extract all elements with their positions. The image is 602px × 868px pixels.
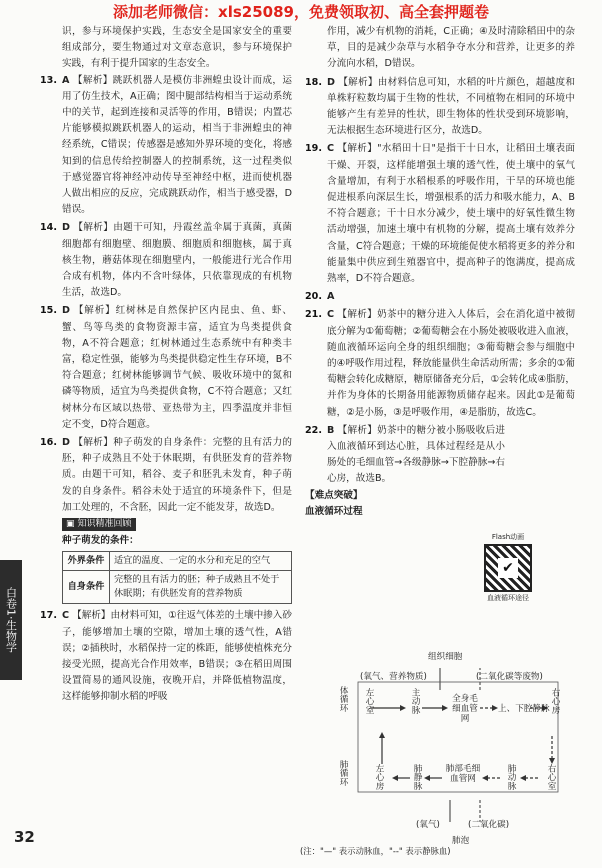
left-column: [40, 24, 292, 706]
q15-text: 【解析】红树林是自然保护区内昆虫、鱼、虾、蟹、鸟等鸟类的食物资源丰富，适宜为鸟类提供食物，A不符合题意；红树林通过生态系统中有种类丰富，稳定性强，能够为鸟类提供稳定性生存环境，B不符合题意；红树林能够调节气候、吸收环境中的氮和磷等物质，适宜为鸟类提供食物，C不符合题意；又红树林分布区域以热带、亚热带为主，四季温度并非恒定不变，D符合题意。: [62, 305, 292, 430]
right-ventricle-label: 右心室: [546, 764, 556, 790]
germination-table: [62, 551, 292, 604]
pulmonary-artery-label: 肺动脉: [506, 764, 516, 790]
check-icon: ✔: [498, 558, 518, 578]
q13-answer: A: [62, 74, 70, 86]
question-18: [305, 75, 575, 140]
arrowhead: [379, 732, 385, 738]
qr-code-icon[interactable]: [484, 544, 532, 592]
q21-text: 【解析】奶茶中的糖分进入人体后，会在消化道中被彻底分解为①葡萄糖；②葡萄糖会在小肠处被吸收进入血液，随血液循环运向全身的组织细胞；③葡萄糖会参与细胞中的④呼吸作用过程，释放能量供生命活动所需；多余的①葡萄糖会转化成糖原，糖原储备充分后，①会转化成④脂肪，并作为身体的长期备用能源物质储存起来。因此①是葡萄糖，②是小肠，③是呼吸作用，④是脂肪，故选C。: [327, 309, 575, 418]
q20-answer: A: [327, 291, 335, 303]
question-15: [40, 303, 292, 433]
q13-text: 【解析】跳跃机器人是模仿非洲蝗虫设计而成，运用了仿生技术，A正确；图中腿部结构相当于运动系统中的关节，起到连接和灵活等的作用，B错误；内置芯片能够模拟跳跃机器人的运动，相当于非洲蝗虫的神经系统，C错误；传感器是感知外界环境的变化，将感知到的信息传给控制器人的控制系统，这一过程类似于感觉器官将神经冲动传导至神经中枢，进而使机器人做出相应的反应，完成跳跃动作，相当于感受器，D错误。: [62, 74, 292, 216]
q14-answer: D: [62, 222, 70, 234]
promo-banner: 添加老师微信：xls25089，免费领取初、高全套押题卷: [113, 3, 489, 21]
q15-number: 15.: [40, 305, 57, 317]
diagram-title: 血液循环过程: [305, 505, 363, 517]
question-21: [305, 307, 575, 420]
difficulty-label: 【难点突破】: [305, 489, 363, 501]
side-tab: 白卷1·生物学: [0, 560, 22, 680]
question-17: [40, 608, 292, 705]
left-atrium-label: 左心房: [374, 764, 384, 790]
question-13: [40, 73, 292, 219]
tissue-cells-label: 组织细胞: [428, 652, 463, 662]
q22-number: 22.: [305, 424, 322, 436]
q17-body: [62, 608, 292, 705]
right-column: [305, 24, 575, 520]
knowledge-review-badge: [62, 518, 136, 531]
table-row: [63, 552, 292, 571]
table-cell: 完整的且有活力的胚；种子成熟且不处于休眠期；有供胚发育的营养物质: [110, 571, 292, 604]
q18-number: 18.: [305, 76, 322, 88]
q22-body: [327, 423, 505, 488]
q22-answer: B: [327, 424, 335, 436]
o2-nutrients-label: (氧气、营养物质): [360, 672, 427, 682]
q18-text: 【解析】由材料信息可知，水稻的叶片颜色，超越度和单株籽粒数均属于生物的性状，不同植物在相同的环境中能够产生有差异的性状，即生物体的性状受到环境影响，无法根据生态环境进行区分，故选D。: [327, 76, 576, 137]
q21-body: [327, 307, 575, 420]
q17-number: 17.: [40, 610, 57, 622]
q16-text: 【解析】种子萌发的自身条件：完整的且有活力的胚，种子成熟且不处于休眠期，有供胚发育的营养物质。由题干可知，稻谷、麦子和胚乳未发育，种子萌发的自身条件。稻谷未处于适宜的环境条件下，但是加工处理的，不含胚，因此一定不能发芽，故选D。: [62, 437, 292, 513]
co2-waste-label: (二氧化碳等废物): [476, 672, 543, 682]
oxygen-label: (氧气): [416, 820, 440, 830]
q17-answer: C: [62, 610, 70, 622]
question-20: [305, 289, 575, 305]
q20-number: 20.: [305, 291, 322, 303]
table-row: [63, 571, 292, 604]
question-19: [305, 141, 575, 287]
q18-answer: D: [327, 76, 335, 88]
book-icon: ▣: [66, 519, 75, 530]
systemic-capillaries-label: 全身毛细血管网: [452, 694, 478, 724]
kp-title: 种子萌发的条件：: [62, 535, 139, 547]
q16-body: [62, 435, 292, 516]
q21-number: 21.: [305, 309, 322, 321]
aorta-label: 主动脉: [410, 688, 420, 714]
q21-answer: C: [327, 309, 335, 321]
q13-number: 13.: [40, 74, 57, 86]
kp-label: 知识精准回顾: [77, 519, 132, 530]
q14-number: 14.: [40, 222, 57, 234]
arrowhead: [482, 775, 488, 781]
table-header-cell: 外界条件: [63, 552, 110, 571]
q17-text: 【解析】由材料可知，①往返气体差的土壤中掺入砂子，能够增加土壤的空隙，增加土壤的透气性，A错误；②插秧时，水稻保持一定的株距，能够使植株充分接受光照，提高光合作用效率，B错误；③在稻田周围设置简易的通风设施，夜晚开启，并降低植物温度，这样能够抑制水稻的呼吸: [62, 610, 292, 703]
diagram-note: (注："—" 表示动脉血，"--" 表示静脉血): [300, 846, 451, 856]
q18-body: [327, 75, 575, 140]
pulmonary-vein-label: 肺静脉: [412, 764, 422, 790]
q19-body: [327, 141, 575, 287]
table-cell: 适宜的温度、一定的水分和充足的空气: [110, 552, 292, 571]
question-16: [40, 435, 292, 604]
systemic-circulation-label: 体循环: [338, 686, 348, 712]
q12-tail: 识，参与环境保护实践，生态安全是国家安全的重要组成部分，要生物通过对文章态意识，参与环境保护实践，有利于提升国家的生态安全。: [62, 26, 292, 70]
q22-text: 【解析】奶茶中的糖分被小肠吸收后进入血液循环到达心脏，具体过程经是从小肠处的毛细血管→各级静脉→下腔静脉→右心房，故选B。: [327, 424, 505, 485]
carbon-dioxide-label: (二氧化碳): [468, 820, 510, 830]
q19-number: 19.: [305, 143, 322, 155]
qr-top-label: Flash动画: [491, 533, 525, 541]
q16-answer: D: [62, 437, 70, 449]
q17-tail: 作用，减少有机物的消耗，C正确；④及时清除稻田中的杂草，目的是减少杂草与水稻争夺水分和营养，让更多的养分流向水稻，D错误。: [327, 26, 575, 70]
pulmonary-circulation-label: 肺循环: [338, 760, 348, 786]
arrowhead: [392, 775, 398, 781]
q15-body: [62, 303, 292, 433]
arrowhead: [424, 775, 430, 781]
q19-answer: C: [327, 143, 335, 155]
vena-cava-label: 上、下腔静脉: [498, 704, 550, 714]
q16-number: 16.: [40, 437, 57, 449]
question-14: [40, 220, 292, 301]
q19-text: 【解析】"水稻田十日"是指干十日水，让稻田土壤表面干燥、开裂，这样能增强土壤的透气性，使土壤中的氧气含量增加，有利于水稻根系的呼吸作用，干旱的环境也能促进根系向深层生长，增强根系的活力和吸水能力，A、B不符合题意；干十日水分减少，使土壤中的好氧性微生物活动增强，加速土壤中有机物的分解，提高土壤有效养分含量，C符合题意；干燥的环境能促使水稻将更多的养分和能量集中供应到生殖器官中，提高种子的饱满度，提高成熟率，D不符合题意。: [327, 143, 575, 285]
qr-bottom-label: 血液循环途径: [487, 594, 529, 602]
qr-code-block[interactable]: [478, 533, 538, 603]
q14-body: [62, 220, 292, 301]
page-number: 32: [14, 828, 35, 846]
q13-body: [62, 73, 292, 219]
arrowhead: [520, 775, 526, 781]
arrowhead: [400, 705, 406, 711]
alveoli-label: 肺泡: [452, 836, 470, 846]
q15-answer: D: [62, 305, 70, 317]
question-22: [305, 423, 575, 488]
q20-body: [327, 289, 575, 305]
table-header-cell: 自身条件: [63, 571, 110, 604]
right-atrium-label: 右心房: [550, 688, 560, 714]
pulmonary-capillaries-label: 肺部毛细血管网: [445, 764, 481, 784]
left-ventricle-label: 左心室: [364, 688, 374, 714]
q14-text: 【解析】由题干可知，丹霞丝盖伞属于真菌，真菌细胞都有细胞壁、细胞膜、细胞质和细胞核，属于真核生物，蘑菇体现在细胞壁内，一般能进行光合作用合成有机物，体内不含叶绿体，只依靠现成的有机物生活，故选D。: [62, 222, 292, 299]
blood-circulation-diagram: [330, 646, 580, 856]
